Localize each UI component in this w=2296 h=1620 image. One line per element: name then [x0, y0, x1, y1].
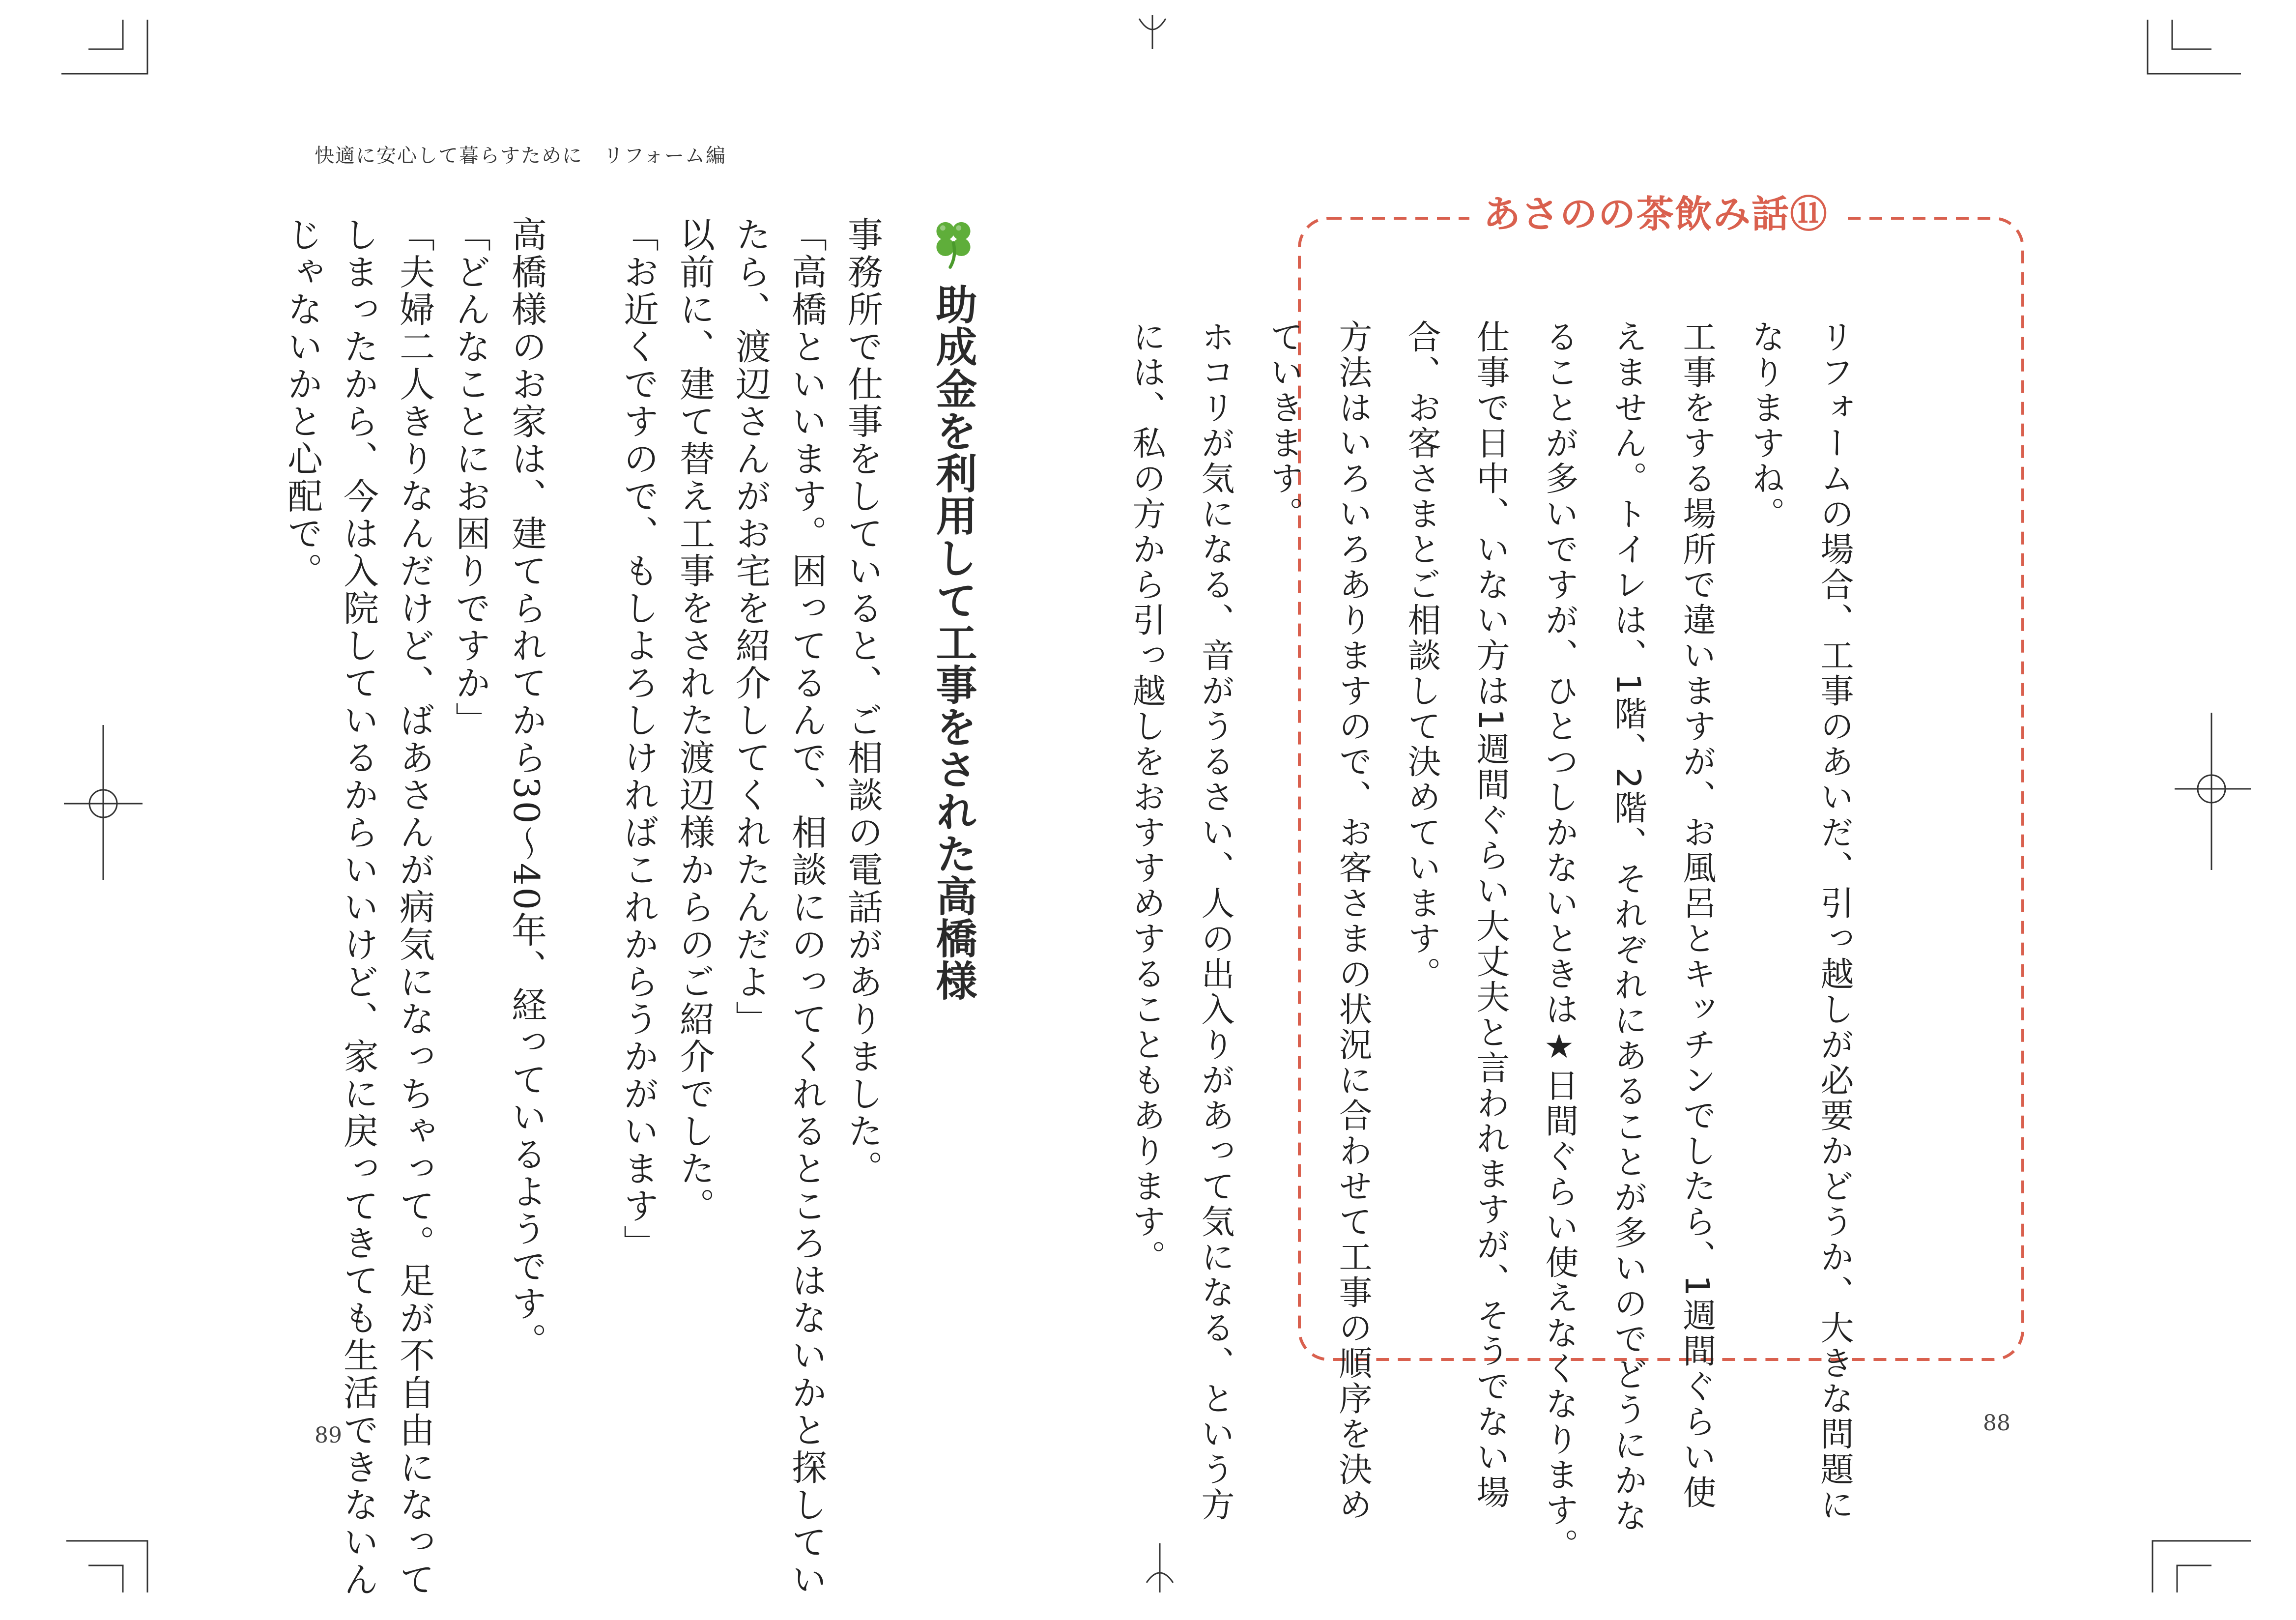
section-heading: 助成金を利用して工事をされた高橋様	[929, 283, 977, 1002]
column-line: 仕事で日中、いない方は1週間ぐらい大丈夫と言われますが、そうでない場	[1471, 319, 1510, 1511]
body-line: 「お近くですので、もしよろしければこれからうかがいます」	[618, 216, 659, 1262]
column-line: 方法はいろいろありますので、お客さまの状況に合わせて工事の順序を決め	[1333, 319, 1372, 1523]
column-line: 合、お客さまとご相談して決めています。	[1402, 319, 1441, 992]
body-line: たら、渡辺さんがお宅を紹介してくれたんだよ」	[730, 216, 771, 1038]
column-line: リフォームの場合、工事のあいだ、引っ越しが必要かどうか、大きな問題に	[1815, 319, 1854, 1523]
column-line: ホコリが気になる、音がうるさい、人の出入りがあって気になる、という方	[1196, 319, 1234, 1523]
body-line: 「どんなことにお困りですか」	[450, 216, 491, 739]
body-line: 「高橋といいます。困ってるんで、相談にのってくれるところはないかと探してい	[786, 216, 827, 1598]
page-number-left: 89	[315, 1423, 342, 1448]
body-line: 「夫婦二人きりなんだけど、ばあさんが病気になっちゃって。足が不自由になって	[394, 216, 435, 1598]
left-page-body	[274, 216, 890, 1598]
column-line: には、私の方から引っ越しをおすすめすることもあります。	[1127, 319, 1166, 1275]
column-line: なりますね。	[1746, 319, 1785, 532]
body-line: 以前に、建て替え工事をされた渡辺様からのご紹介でした。	[674, 216, 715, 1225]
column-body	[1112, 319, 1868, 1563]
column-title: あさのの茶飲み話⑪	[1469, 190, 1842, 239]
page-number-right: 88	[1983, 1411, 2010, 1436]
column-line: ていきます。	[1264, 319, 1303, 532]
body-line: 高橋様のお家は、建てられてから30～40年、経っているようです。	[506, 216, 547, 1360]
column-line: えません。トイレは、1階、2階、それぞれにあることが多いのでどうにかな	[1608, 319, 1647, 1534]
section-heading-block	[924, 216, 983, 1002]
running-head: 快適に安心して暮らすために リフォーム編	[315, 145, 726, 167]
body-line: 事務所で仕事をしていると、ご相談の電話がありました。	[842, 216, 883, 1187]
column-line: ることが多いですが、ひとつしかないときは★日間ぐらい使えなくなります。	[1540, 319, 1578, 1563]
column-line: 工事をする場所で違いますが、お風呂とキッチンでしたら、1週間ぐらい使	[1677, 319, 1716, 1511]
four-leaf-clover-icon	[927, 216, 980, 269]
body-line: しまったから、今は入院しているからいいけど、家に戻ってきても生活できないん	[338, 216, 379, 1598]
body-line: じゃないかと心配で。	[282, 216, 323, 590]
body-line-blank	[554, 216, 610, 1475]
